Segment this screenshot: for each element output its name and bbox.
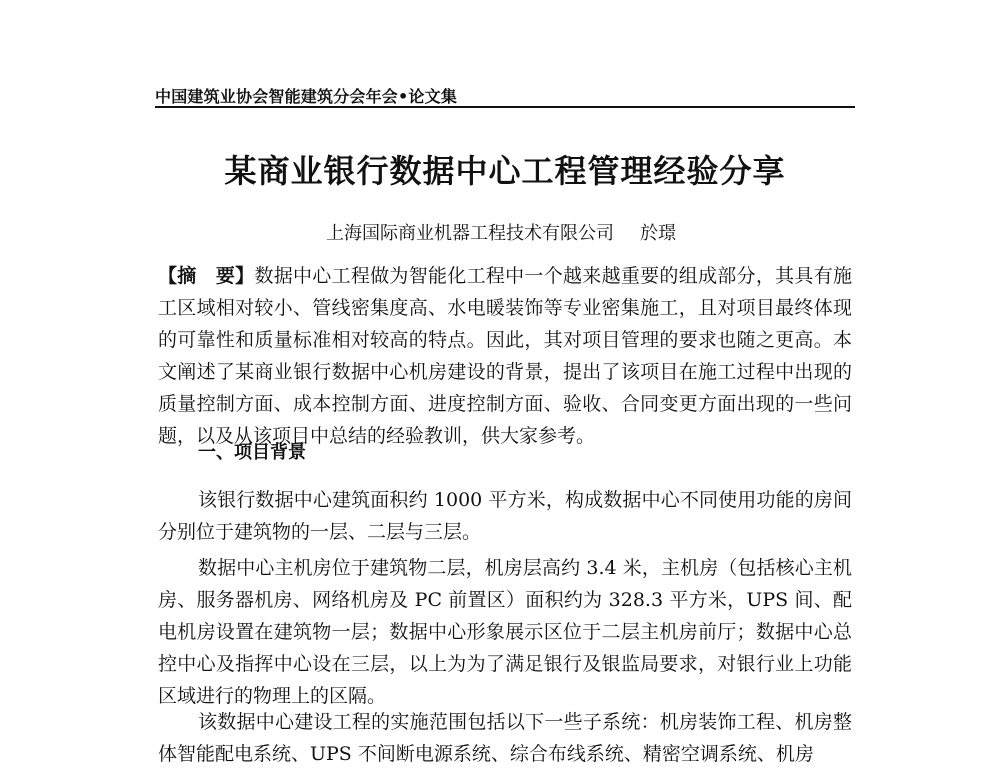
body-paragraph: 该银行数据中心建筑面积约 1000 平方米，构成数据中心不同使用功能的房间分别位于建筑物的一层、二层与三层。 (158, 489, 852, 543)
body-paragraph: 数据中心主机房位于建筑物二层，机房层高约 3.4 米，主机房（包括核心主机房、服务器机房、网络机房及 PC 前置区）面积约为 328.3 平方米，UPS 间、配电机房设置在建筑物一层；数据中心形象展示区位于二层主机房前厅；数据中心总控中心及指挥中心设在三层，以上为为了满足银行及银监局要求，对银行业上功能区域进行的物理上的区隔。 (158, 557, 852, 707)
body-paragraph: 该数据中心建设工程的实施范围包括以下一些子系统：机房装饰工程、机房整体智能配电系统、UPS 不间断电源系统、综合布线系统、精密空调系统、机房 (158, 711, 852, 765)
abstract (158, 260, 852, 452)
paper-title: 某商业银行数据中心工程管理经验分享 (224, 152, 786, 190)
header-rule (155, 106, 855, 108)
author-name: 於璟 (640, 223, 676, 244)
abstract-label: 【摘 要】 (158, 265, 255, 287)
affiliation: 上海国际商业机器工程技术有限公司 (326, 223, 614, 244)
section-heading: 一、项目背景 (198, 442, 306, 463)
abstract-text: 数据中心工程做为智能化工程中一个越来越重要的组成部分，其具有施工区域相对较小、管线密集度高、水电暖装饰等专业密集施工，且对项目最终体现的可靠性和质量标准相对较高的特点。因此，其对项目管理的要求也随之更高。本文阐述了某商业银行数据中心机房建设的背景，提出了该项目在施工过程中出现的质量控制方面、成本控制方面、进度控制方面、验收、合同变更方面出现的一些问题，以及从该项目中总结的经验教训，供大家参考。 (158, 265, 852, 447)
running-head: 中国建筑业协会智能建筑分会年会•论文集 (155, 87, 458, 106)
byline (326, 219, 676, 245)
